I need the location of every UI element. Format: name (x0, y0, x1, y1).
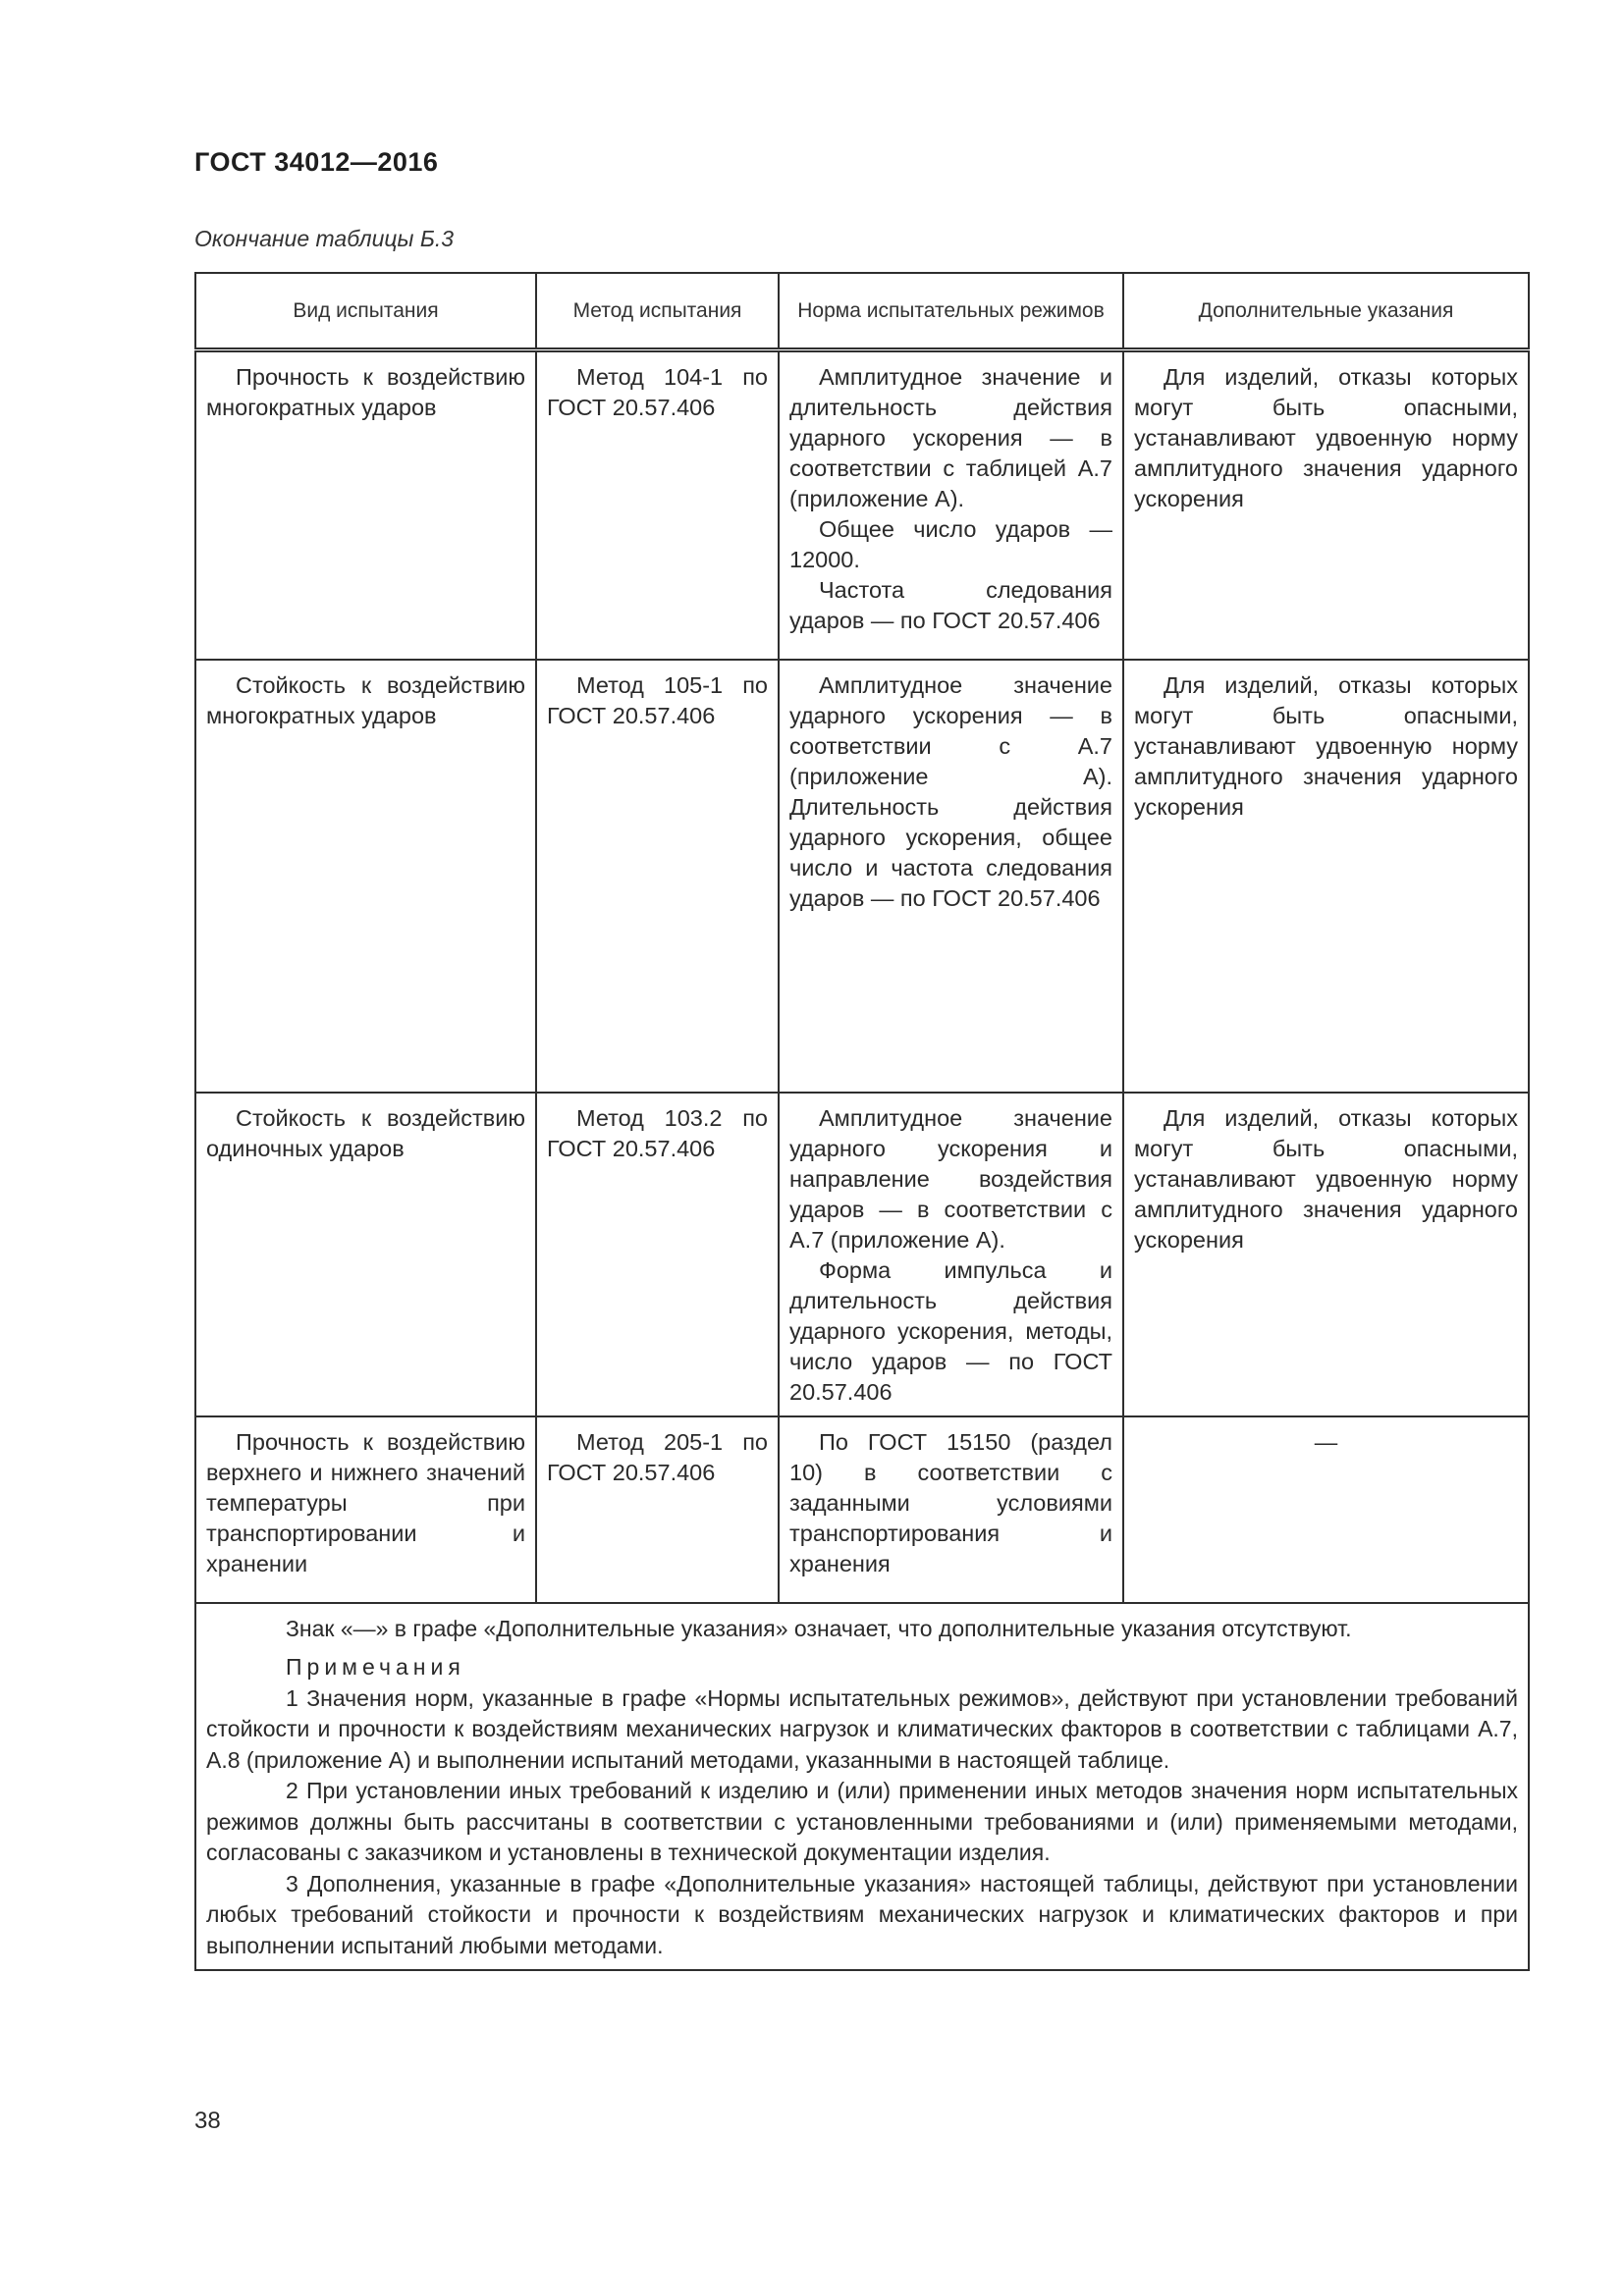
cell-kind: Стойкость к воздействию одиночных ударов (195, 1093, 536, 1416)
cell-extra: Для изделий, отказы которых могут быть опасными, устанавливают удвоенную норму амплитудного значения ударного ускорения (1123, 1093, 1529, 1416)
notes-title: Примечания (286, 1654, 465, 1680)
page-number: 38 (194, 2108, 221, 2134)
column-header-method: Метод испытания (536, 273, 779, 350)
cell-method: Метод 104-1 по ГОСТ 20.57.406 (536, 350, 779, 660)
table-row (195, 1093, 1529, 1416)
notes-cell (195, 1603, 1529, 1971)
cell-extra: — (1123, 1416, 1529, 1603)
dash-sign-note: Знак «—» в графе «Дополнительные указания» означает, что дополнительные указания отсутствуют. (286, 1615, 1352, 1641)
cell-norm: Амплитудное значение ударного ускорения и направление воздействия ударов — в соответствии с А.7 (приложение А). Форма импульса и длительность действия ударного ускорения, методы, число ударов — по ГОСТ 20.57.406 (779, 1093, 1123, 1416)
cell-norm: По ГОСТ 15150 (раздел 10) в соответствии с заданными условиями транспортирования и хранения (779, 1416, 1123, 1603)
note-item: 3 Дополнения, указанные в графе «Дополнительные указания» настоящей таблицы, действуют при установлении любых требований стойкости и прочности к воздействиям механических нагрузок и климатических факторов и при выполнении испытаний любыми методами. (206, 1870, 1518, 1958)
table-caption: Окончание таблицы Б.3 (194, 226, 455, 251)
cell-norm: Амплитудное значение ударного ускорения — в соответствии с А.7 (приложение А). Длительность действия ударного ускорения, общее число и частота следования ударов — по ГОСТ 20.57.406 (779, 660, 1123, 1093)
note-item: 1 Значения норм, указанные в графе «Нормы испытательных режимов», действуют при установлении требований стойкости и прочности к воздействиям механических нагрузок и климатических факторов в соответствии с таблицами А.7, А.8 (приложение А) и выполнении испытаний методами, указанными в настоящей таблице. (206, 1684, 1518, 1773)
cell-method: Метод 105-1 по ГОСТ 20.57.406 (536, 660, 779, 1093)
note-item: 2 При установлении иных требований к изделию и (или) применении иных методов значения норм испытательных режимов должны быть рассчитаны в соответствии с установленными требованиями и (или) применяемыми методами, согласованы с заказчиком и установлены в технической документации изделия. (206, 1778, 1518, 1865)
notes-row (195, 1603, 1529, 1971)
cell-extra: Для изделий, отказы которых могут быть опасными, устанавливают удвоенную норму амплитудного значения ударного ускорения (1123, 350, 1529, 660)
column-header-extra: Дополнительные указания (1123, 273, 1529, 350)
cell-extra: Для изделий, отказы которых могут быть опасными, устанавливают удвоенную норму амплитудного значения ударного ускорения (1123, 660, 1529, 1093)
cell-kind: Прочность к воздействию верхнего и нижнего значений температуры при транспортировании и хранении (195, 1416, 536, 1603)
cell-method: Метод 103.2 по ГОСТ 20.57.406 (536, 1093, 779, 1416)
table-row (195, 660, 1529, 1093)
table-row (195, 1416, 1529, 1603)
cell-kind: Стойкость к воздействию многократных ударов (195, 660, 536, 1093)
column-header-kind: Вид испытания (195, 273, 536, 350)
column-header-norm: Норма испытательных режимов (779, 273, 1123, 350)
document-code: ГОСТ 34012—2016 (194, 147, 439, 177)
cell-kind: Прочность к воздействию многократных ударов (195, 350, 536, 660)
table-row (195, 350, 1529, 660)
test-table (194, 272, 1530, 1971)
cell-norm: Амплитудное значение и длительность действия ударного ускорения — в соответствии с таблицей А.7 (приложение А). Общее число ударов — 12000. Частота следования ударов — по ГОСТ 20.57.406 (779, 350, 1123, 660)
cell-method: Метод 205-1 по ГОСТ 20.57.406 (536, 1416, 779, 1603)
table-header-row (195, 273, 1529, 350)
